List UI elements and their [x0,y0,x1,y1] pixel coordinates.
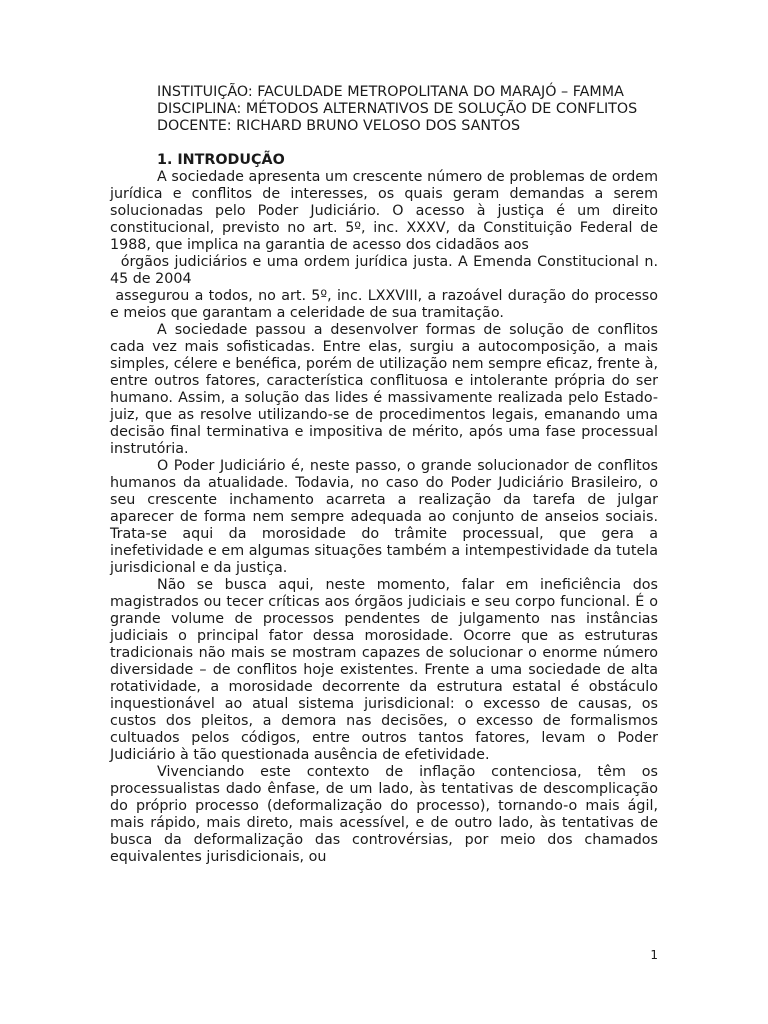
section-title: 1. INTRODUÇÃO [157,152,285,168]
teacher-line: DOCENTE: RICHARD BRUNO VELOSO DOS SANTOS [157,118,521,134]
paragraph: Não se busca aqui, neste momento, falar em ineficiência dos magistrados ou tecer críticas aos órgãos judiciais e seu corpo funcional. É o grande volume de processos pendentes de julgamento nas instâncias judiciais o principal fator dessa morosidade. Ocorre que as estruturas tradicionais não mais se mostram capazes de solucionar o enorme número diversidade – de conflitos hoje existentes. Frente a uma sociedade de alta rotatividade, a morosidade decorrente da estrutura estatal é obstáculo inquestionável ao atual sistema jurisdicional: o excesso de causas, os custos dos pleitos, a demora nas decisões, o excesso de formalismos cultuados pelos códigos, entre outros tantos fatores, levam o Poder Judiciário à tão questionada ausência de efetividade. [110,577,658,763]
document-body [110,169,663,866]
paragraph: A sociedade passou a desenvolver formas de solução de conflitos cada vez mais sofisticadas. Entre elas, surgiu a autocomposição, a mais simples, célere e benéfica, porém de utilização nem sempre eficaz, frente à, entre outros fatores, característica conflituosa e intolerante própria do ser humano. Assim, a solução das lides é massivamente realizada pelo Estado-juiz, que as resolve utilizando-se de procedimentos legais, emanando uma decisão final terminativa e impositiva de mérito, após uma fase processual instrutória. [110,322,658,457]
document-header [110,84,658,135]
discipline-line: DISCIPLINA: MÉTODOS ALTERNATIVOS DE SOLUÇÃO DE CONFLITOS [157,101,638,117]
document-page [110,84,663,866]
paragraph: órgãos judiciários e uma ordem jurídica justa. A Emenda Constitucional n. 45 de 2004 [110,254,663,287]
institution-line: INSTITUIÇÃO: FACULDADE METROPOLITANA DO MARAJÓ – FAMMA [157,84,624,100]
paragraph: O Poder Judiciário é, neste passo, o grande solucionador de conflitos humanos da atualidade. Todavia, no caso do Poder Judiciário Brasileiro, o seu crescente inchamento acarreta a realização da tarefa de julgar aparecer de forma nem sempre adequada ao conjunto de anseios sociais. Trata-se aqui da morosidade do trâmite processual, que gera a inefetividade e em algumas situações também a intempestividade da tutela jurisdicional e da justiça. [110,458,658,576]
paragraph: Vivenciando este contexto de inflação contenciosa, têm os processualistas dado ênfase, de um lado, às tentativas de descomplicação do próprio processo (deformalização do processo), tornando-o mais ágil, mais rápido, mais direto, mais acessível, e de outro lado, às tentativas de busca da deformalização das controvérsias, por meio dos chamados equivalentes jurisdicionais, ou [110,764,658,865]
page-number: 1 [650,948,658,962]
paragraph: assegurou a todos, no art. 5º, inc. LXXVIII, a razoável duração do processo e meios que garantam a celeridade de sua tramitação. [110,288,663,321]
paragraph: A sociedade apresenta um crescente número de problemas de ordem jurídica e conflitos de interesses, os quais geram demandas a serem solucionadas pelo Poder Judiciário. O acesso à justiça é um direito constitucional, previsto no art. 5º, inc. XXXV, da Constituição Federal de 1988, que implica na garantia de acesso dos cidadãos aos [110,169,658,253]
